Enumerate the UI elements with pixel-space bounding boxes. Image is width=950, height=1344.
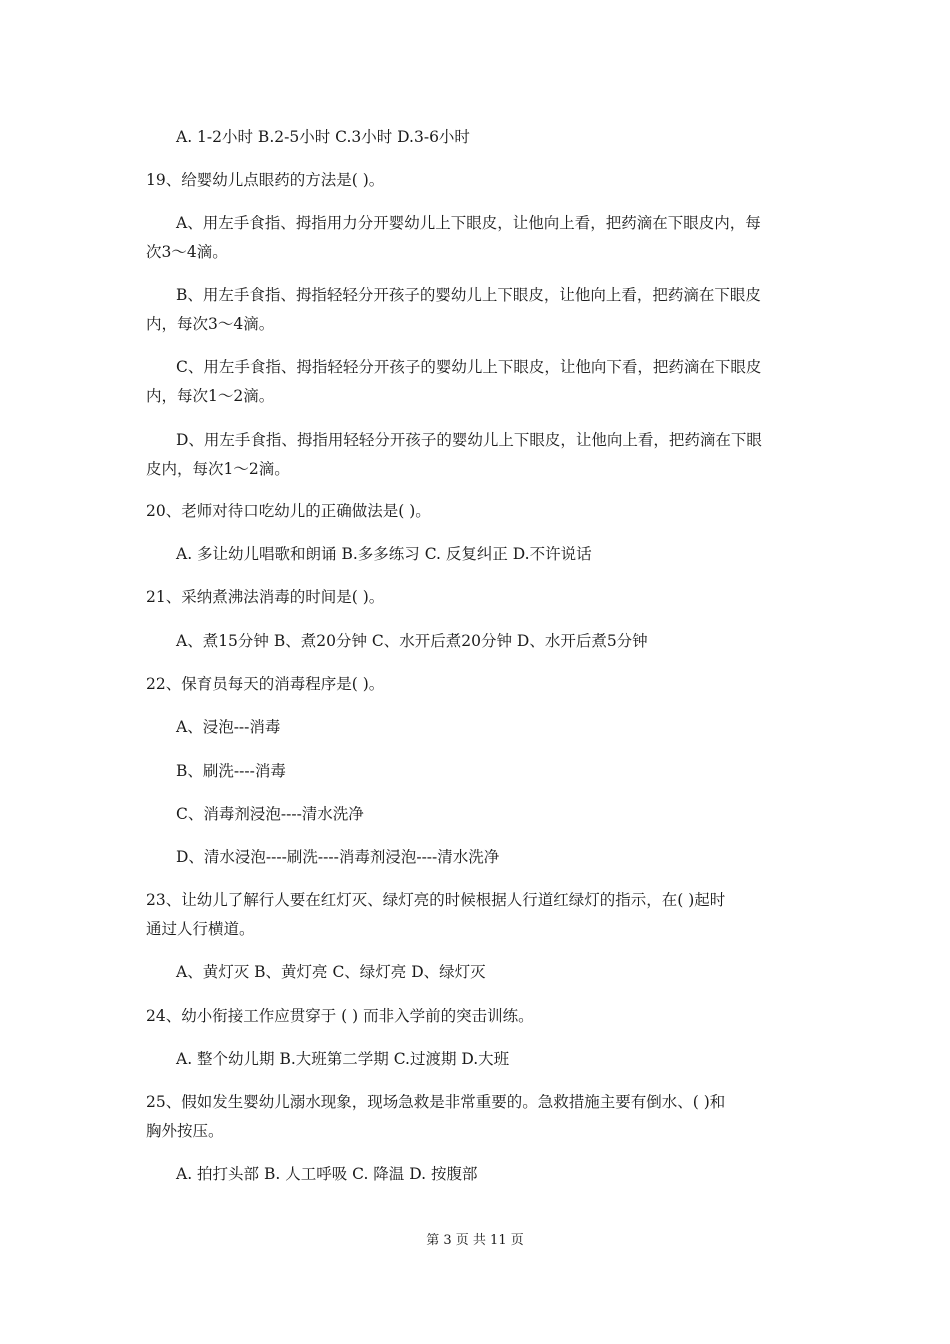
q18-options: A. 1-2小时 B.2-5小时 C.3小时 D.3-6小时 xyxy=(176,128,470,146)
q25-options: A. 拍打头部 B. 人工呼吸 C. 降温 D. 按腹部 xyxy=(176,1165,478,1183)
q19-option-c-line1: C、用左手食指、拇指轻轻分开孩子的婴幼儿上下眼皮，让他向下看，把药滴在下眼皮 xyxy=(176,358,762,376)
q23-options: A、黄灯灭 B、黄灯亮 C、绿灯亮 D、绿灯灭 xyxy=(176,963,486,981)
q25-stem-line1: 25、假如发生婴幼儿溺水现象，现场急救是非常重要的。急救措施主要有倒水、( )和 xyxy=(146,1093,726,1111)
q19-option-b-line2: 内，每次3～4滴。 xyxy=(146,315,275,333)
q22-option-c: C、消毒剂浸泡----清水洗净 xyxy=(176,805,364,823)
q19-stem: 19、给婴幼儿点眼药的方法是( )。 xyxy=(146,171,385,189)
q19-option-a-line2: 次3～4滴。 xyxy=(146,243,228,261)
q20-options: A. 多让幼儿唱歌和朗诵 B.多多练习 C. 反复纠正 D.不许说话 xyxy=(176,545,592,563)
q21-stem: 21、采纳煮沸法消毒的时间是( )。 xyxy=(146,588,385,606)
q19-option-d-line2: 皮内，每次1～2滴。 xyxy=(146,460,290,478)
q19-option-d-line1: D、用左手食指、拇指用轻轻分开孩子的婴幼儿上下眼皮，让他向上看，把药滴在下眼 xyxy=(176,431,762,449)
q22-stem: 22、保育员每天的消毒程序是( )。 xyxy=(146,675,385,693)
q20-stem: 20、老师对待口吃幼儿的正确做法是( )。 xyxy=(146,502,431,520)
page-footer: 第 3 页 共 11 页 xyxy=(426,1233,524,1248)
q23-stem-line2: 通过人行横道。 xyxy=(146,920,255,938)
q25-stem-line2: 胸外按压。 xyxy=(146,1122,224,1140)
q19-option-b-line1: B、用左手食指、拇指轻轻分开孩子的婴幼儿上下眼皮，让他向上看，把药滴在下眼皮 xyxy=(176,286,761,304)
q24-options: A. 整个幼儿期 B.大班第二学期 C.过渡期 D.大班 xyxy=(176,1050,510,1068)
q22-option-b: B、刷洗----消毒 xyxy=(176,762,286,780)
q22-option-d: D、清水浸泡----刷洗----消毒剂浸泡----清水洗净 xyxy=(176,848,500,866)
q24-stem: 24、幼小衔接工作应贯穿于 ( ) 而非入学前的突击训练。 xyxy=(146,1007,534,1025)
q19-option-c-line2: 内，每次1～2滴。 xyxy=(146,387,275,405)
q22-option-a: A、浸泡---消毒 xyxy=(176,718,281,736)
q21-options: A、煮15分钟 B、煮20分钟 C、水开后煮20分钟 D、水开后煮5分钟 xyxy=(176,632,648,650)
q19-option-a-line1: A、用左手食指、拇指用力分开婴幼儿上下眼皮，让他向上看，把药滴在下眼皮内，每 xyxy=(176,214,761,232)
q23-stem-line1: 23、让幼儿了解行人要在红灯灭、绿灯亮的时候根据人行道红绿灯的指示，在( )起时 xyxy=(146,891,726,909)
